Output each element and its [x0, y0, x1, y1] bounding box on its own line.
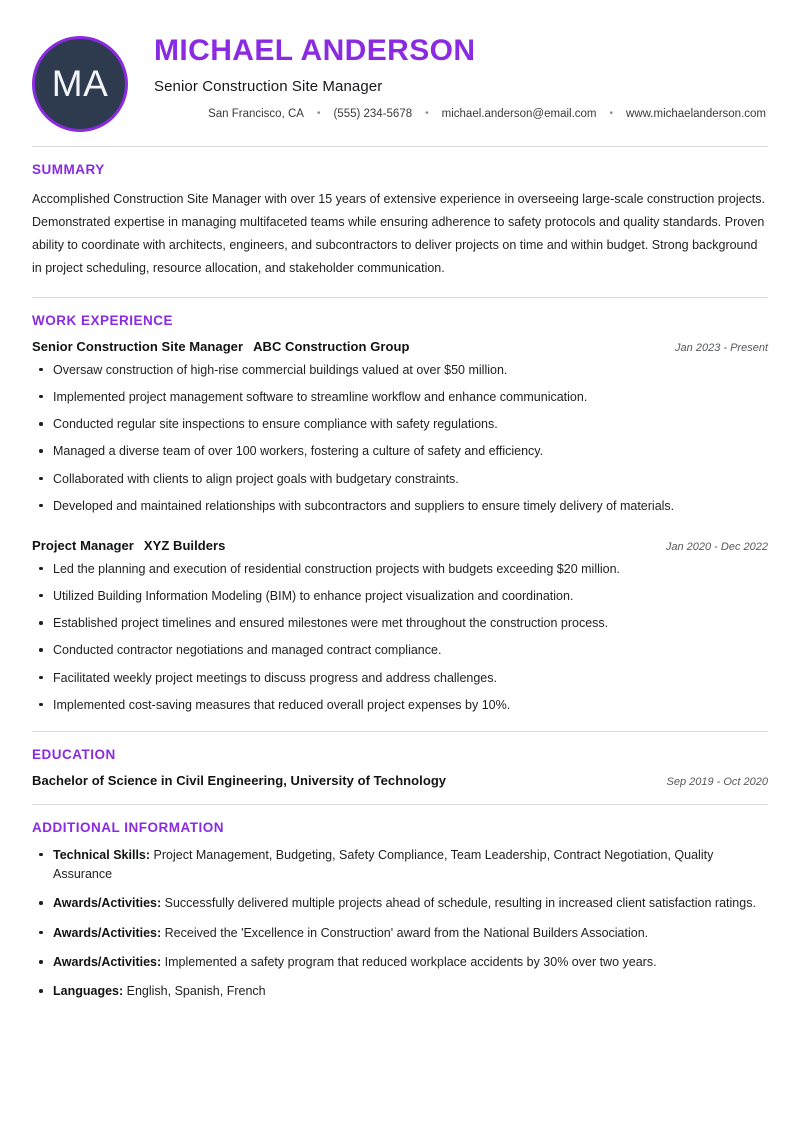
contact-phone: (555) 234-5678 [333, 107, 413, 120]
list-item: Conducted regular site inspections to ensure compliance with safety regulations. [32, 415, 768, 434]
list-item [32, 924, 768, 943]
work-entry-position: Senior Construction Site Manager [32, 338, 244, 354]
info-label: Awards/Activities: [53, 896, 162, 911]
list-item [32, 953, 768, 972]
section-work-experience [32, 298, 768, 715]
info-value: Project Management, Budgeting, Safety Compliance, Team Leadership, Contract Negotiation, Quality Assurance [53, 847, 714, 881]
work-entry-company: XYZ Builders [143, 537, 226, 553]
list-item: Developed and maintained relationships with subcontractors and suppliers to ensure timely delivery of materials. [32, 497, 768, 516]
contact-location: San Francisco, CA [208, 107, 304, 120]
section-title-education: EDUCATION [32, 746, 116, 762]
resume-header [32, 0, 768, 146]
work-entry-company: ABC Construction Group [253, 338, 410, 354]
contact-website[interactable]: www.michaelanderson.com [626, 107, 766, 120]
contact-email[interactable]: michael.anderson@email.com [441, 107, 597, 120]
work-entry-headline [32, 538, 225, 553]
info-value: Received the 'Excellence in Construction' award from the National Builders Association. [164, 925, 649, 940]
summary-text: Accomplished Construction Site Manager with over 15 years of extensive experience in overseeing large-scale construction projects. Demonstrated expertise in managing multifaceted teams while ensuring adherence to safety protocols and quality standards. Proven ability to coordinate with architects, engineers, and subcontractors to deliver projects on time and within budget. Strong background in project scheduling, resource allocation, and stakeholder communication. [32, 192, 766, 276]
work-entry [32, 538, 768, 715]
section-title-summary: SUMMARY [32, 162, 105, 177]
list-item: Oversaw construction of high-rise commercial buildings valued at over $50 million. [32, 361, 768, 380]
info-label: Languages: [53, 984, 124, 999]
list-item: Established project timelines and ensured milestones were met throughout the construction process. [32, 614, 768, 633]
info-label: Awards/Activities: [53, 955, 162, 969]
list-item: Implemented cost-saving measures that reduced overall project expenses by 10%. [32, 696, 768, 715]
spacer [32, 522, 768, 538]
work-entry [32, 339, 768, 516]
page-title: MICHAEL ANDERSON [154, 34, 476, 67]
info-label: Technical Skills: [53, 847, 151, 862]
work-entry-bullets [32, 361, 768, 516]
info-label: Awards/Activities: [53, 925, 162, 940]
list-item: Managed a diverse team of over 100 workers, fostering a culture of safety and efficiency. [32, 442, 768, 461]
additional-information-list [32, 846, 768, 1002]
education-date: Sep 2019 - Oct 2020 [666, 775, 768, 788]
info-value: Implemented a safety program that reduced workplace accidents by 30% over two years. [164, 955, 657, 969]
list-item [32, 982, 768, 1001]
avatar-container [32, 30, 132, 132]
list-item [32, 846, 768, 885]
list-item: Led the planning and execution of residential construction projects with budgets exceeding $20 million. [32, 560, 768, 579]
section-title-work-experience: WORK EXPERIENCE [32, 312, 174, 328]
list-item: Implemented project management software to streamline workflow and enhance communication. [32, 388, 768, 407]
list-item: Conducted contractor negotiations and managed contract compliance. [32, 641, 768, 660]
bullet-separator-icon: • [609, 107, 614, 119]
section-additional-information [32, 805, 768, 1002]
info-value: English, Spanish, French [126, 984, 266, 999]
work-entry-bullets [32, 560, 768, 715]
work-entry-date: Jan 2020 - Dec 2022 [665, 540, 768, 553]
spacer [32, 281, 768, 297]
contact-row [154, 108, 768, 120]
headline-job-title: Senior Construction Site Manager [154, 77, 383, 95]
education-degree: Bachelor of Science in Civil Engineering, University of Technology [32, 772, 447, 788]
spacer [32, 788, 768, 804]
work-entry-headline [32, 339, 409, 354]
bullet-separator-icon: • [316, 107, 321, 119]
work-entry-position: Project Manager [32, 537, 134, 553]
bullet-separator-icon: • [425, 107, 429, 119]
work-entry-header [32, 538, 768, 553]
work-entry-date: Jan 2023 - Present [675, 341, 768, 354]
list-item [32, 894, 768, 913]
avatar: MA [32, 36, 128, 132]
info-value: Successfully delivered multiple projects ahead of schedule, resulting in increased client satisfaction ratings. [164, 896, 756, 911]
list-item: Collaborated with clients to align project goals with budgetary constraints. [32, 470, 768, 489]
list-item: Utilized Building Information Modeling (BIM) to enhance project visualization and coordination. [32, 587, 768, 606]
work-entry-header [32, 339, 768, 354]
section-title-additional-information: ADDITIONAL INFORMATION [32, 819, 224, 835]
education-entry [32, 773, 768, 788]
section-education [32, 732, 768, 788]
list-item: Facilitated weekly project meetings to discuss progress and address challenges. [32, 669, 768, 688]
spacer [32, 715, 768, 731]
section-summary [32, 147, 768, 281]
header-text-block [132, 30, 768, 120]
